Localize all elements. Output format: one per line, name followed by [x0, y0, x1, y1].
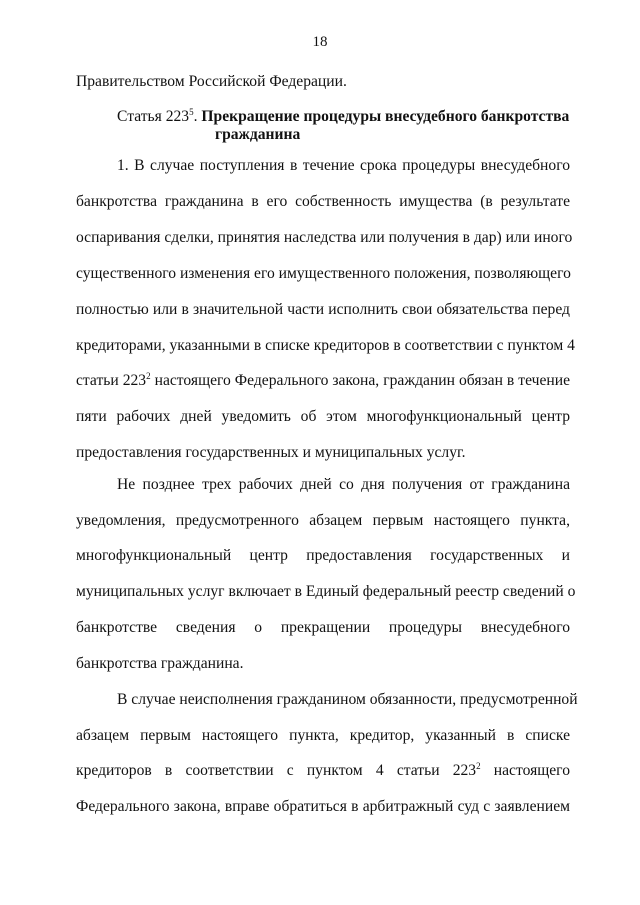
paragraph3-line-1: В случае неисполнения гражданином обязанности, предусмотренной [117, 691, 578, 708]
paragraph2-line-2: уведомления, предусмотренного абзацем первым настоящего пункта, [76, 512, 570, 529]
paragraph2-line-6: банкротства гражданина. [76, 655, 244, 672]
paragraph1-line-5: полностью или в значительной части исполнить свои обязательства перед [76, 301, 570, 318]
paragraph3-line-3: кредиторов в соответствии с пунктом 4 статьи $223^2$ настоящего [76, 760, 570, 779]
article-title-line-2: гражданина [215, 126, 301, 143]
paragraph1-line-7: статьи $223^2$ настоящего Федерального закона, гражданин обязан в течение [76, 370, 570, 389]
article-heading [117, 108, 570, 144]
paragraph1-line-1: 1. В случае поступления в течение срока процедуры внесудебного [117, 157, 570, 174]
paragraph1-line-9: предоставления государственных и муниципальных услуг. [76, 444, 466, 461]
paragraph1-line-3: оспаривания сделки, принятия наследства или получения в дар) или иного [76, 229, 573, 246]
paragraph2-line-1: Не позднее трех рабочих дней со дня получения от гражданина [117, 476, 570, 493]
paragraph1-line-8: пяти рабочих дней уведомить об этом многофункциональный центр [76, 408, 570, 425]
paragraph2-line-5: банкротстве сведения о прекращении процедуры внесудебного [76, 619, 570, 636]
article-label: Статья $223^5$. [117, 106, 198, 125]
paragraph1-line-2: банкротства гражданина в его собственность имущества (в результате [76, 193, 570, 210]
page-number: 18 [312, 34, 328, 50]
paragraph2-line-4: муниципальных услуг включает в Единый федеральный реестр сведений о [76, 583, 576, 600]
paragraph2-line-3: многофункциональный центр предоставления государственных и [76, 547, 570, 564]
continuation-line: Правительством Российской Федерации. [76, 73, 347, 90]
article-title-line-1: Прекращение процедуры внесудебного банкротства [201, 108, 570, 125]
paragraph1-line-4: существенного изменения его имущественного положения, позволяющего [76, 265, 571, 282]
paragraph1-line-6: кредиторами, указанными в списке кредиторов в соответствии с пунктом 4 [76, 337, 575, 354]
paragraph3-line-4: Федерального закона, вправе обратиться в арбитражный суд с заявлением [76, 798, 570, 815]
paragraph3-line-2: абзацем первым настоящего пункта, кредитор, указанный в списке [76, 727, 570, 744]
